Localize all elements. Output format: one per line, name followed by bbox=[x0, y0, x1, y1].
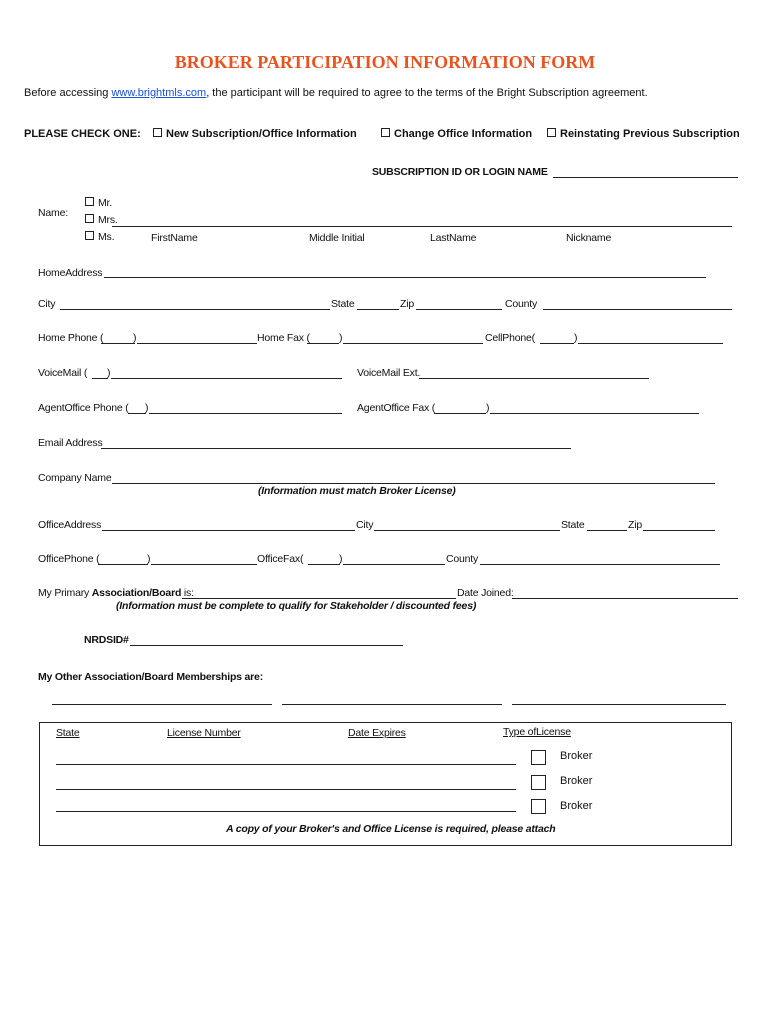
option-new-subscription[interactable] bbox=[153, 128, 357, 140]
email-line[interactable] bbox=[101, 448, 571, 449]
subscription-id-label: SUBSCRIPTION ID OR LOGIN NAME bbox=[372, 166, 548, 178]
office-fax-paren: ) bbox=[339, 553, 343, 565]
office-county-label: County bbox=[446, 553, 479, 565]
other-membership-line-3[interactable] bbox=[512, 704, 726, 705]
checkbox-ms[interactable] bbox=[85, 231, 94, 240]
name-line[interactable] bbox=[112, 226, 732, 227]
name-col-middle: Middle Initial bbox=[309, 232, 365, 244]
name-col-nickname: Nickname bbox=[566, 232, 612, 244]
license-header-number: License Number bbox=[167, 727, 241, 739]
intro-after: , the participant will be required to agree to the terms of the Bright Subscription agreement. bbox=[206, 87, 648, 99]
state-line[interactable] bbox=[357, 309, 399, 310]
title-mrs[interactable] bbox=[85, 214, 118, 226]
checkbox-change-office[interactable] bbox=[381, 128, 390, 137]
checkbox-reinstating[interactable] bbox=[547, 128, 556, 137]
agent-office-fax-area-line[interactable] bbox=[434, 413, 486, 414]
license-header-type: Type ofLicense bbox=[503, 726, 571, 738]
broker-checkbox-3[interactable] bbox=[531, 799, 546, 814]
office-state-line[interactable] bbox=[587, 530, 627, 531]
voice-mail-line[interactable] bbox=[111, 378, 342, 379]
intro-before: Before accessing bbox=[24, 87, 112, 99]
office-phone-paren: ) bbox=[147, 553, 151, 565]
company-note: (Information must match Broker License) bbox=[258, 485, 456, 497]
city-line[interactable] bbox=[60, 309, 330, 310]
nrds-id-line[interactable] bbox=[130, 645, 403, 646]
title-mr[interactable] bbox=[85, 197, 112, 209]
cell-phone-area-line[interactable] bbox=[540, 343, 574, 344]
office-zip-label: Zip bbox=[628, 519, 642, 531]
city-label: City bbox=[38, 298, 56, 310]
broker-checkbox-1[interactable] bbox=[531, 750, 546, 765]
association-prefix: My Primary bbox=[38, 587, 92, 599]
date-joined-label: Date Joined: bbox=[457, 587, 514, 599]
name-label: Name: bbox=[38, 207, 68, 219]
voice-mail-paren: ) bbox=[107, 367, 111, 379]
agent-office-phone-area-line[interactable] bbox=[128, 413, 146, 414]
form-title: BROKER PARTICIPATION INFORMATION FORM bbox=[174, 52, 596, 72]
cell-phone-line[interactable] bbox=[578, 343, 723, 344]
license-row-line-1[interactable] bbox=[56, 764, 516, 765]
office-zip-line[interactable] bbox=[643, 530, 715, 531]
home-phone-label: Home Phone ( bbox=[38, 332, 104, 344]
option-change-office-label: Change Office Information bbox=[394, 128, 533, 140]
title-ms[interactable] bbox=[85, 231, 114, 243]
office-fax-area-line[interactable] bbox=[308, 564, 340, 565]
other-membership-line-2[interactable] bbox=[282, 704, 502, 705]
office-phone-area-line[interactable] bbox=[98, 564, 148, 565]
other-membership-line-1[interactable] bbox=[52, 704, 272, 705]
association-suffix: is: bbox=[181, 587, 194, 599]
zip-line[interactable] bbox=[416, 309, 502, 310]
office-fax-label: OfficeFax( bbox=[257, 553, 304, 565]
broker-checkbox-2[interactable] bbox=[531, 775, 546, 790]
license-footer-note: A copy of your Broker's and Office License is required, please attach bbox=[226, 823, 556, 835]
home-fax-line[interactable] bbox=[343, 343, 483, 344]
option-reinstating[interactable] bbox=[547, 128, 740, 140]
title-mrs-label: Mrs. bbox=[98, 214, 118, 226]
home-phone-area-line[interactable] bbox=[101, 343, 135, 344]
voice-mail-area-line[interactable] bbox=[92, 378, 108, 379]
subscription-id-line[interactable] bbox=[553, 177, 738, 178]
option-reinstating-label: Reinstating Previous Subscription bbox=[560, 128, 740, 140]
cell-phone-paren: ) bbox=[574, 332, 578, 344]
name-col-last: LastName bbox=[430, 232, 477, 244]
voice-mail-ext-line[interactable] bbox=[419, 378, 649, 379]
office-fax-line[interactable] bbox=[343, 564, 445, 565]
agent-office-phone-label: AgentOffice Phone ( bbox=[38, 402, 129, 414]
county-line[interactable] bbox=[543, 309, 732, 310]
office-address-line[interactable] bbox=[102, 530, 355, 531]
home-fax-label: Home Fax ( bbox=[257, 332, 310, 344]
home-phone-paren: ) bbox=[133, 332, 137, 344]
home-phone-line[interactable] bbox=[137, 343, 257, 344]
home-address-label: HomeAddress bbox=[38, 267, 103, 279]
state-label: State bbox=[331, 298, 355, 310]
cell-phone-label: CellPhone( bbox=[485, 332, 535, 344]
company-name-label: Company Name bbox=[38, 472, 112, 484]
voice-mail-ext-label: VoiceMail Ext. bbox=[357, 367, 421, 379]
association-bold: Association/Board bbox=[91, 587, 182, 599]
license-header-expires: Date Expires bbox=[348, 727, 406, 739]
title-ms-label: Ms. bbox=[98, 231, 115, 243]
agent-office-phone-paren: ) bbox=[145, 402, 149, 414]
checkbox-mrs[interactable] bbox=[85, 214, 94, 223]
office-city-label: City bbox=[356, 519, 374, 531]
office-address-label: OfficeAddress bbox=[38, 519, 102, 531]
office-phone-line[interactable] bbox=[151, 564, 257, 565]
office-phone-label: OfficePhone ( bbox=[38, 553, 100, 565]
license-row-line-3[interactable] bbox=[56, 811, 516, 812]
agent-office-fax-paren: ) bbox=[486, 402, 490, 414]
association-note: (Information must be complete to qualify for Stakeholder / discounted fees) bbox=[116, 600, 477, 612]
license-row-line-2[interactable] bbox=[56, 789, 516, 790]
primary-association-label bbox=[38, 587, 194, 599]
county-label: County bbox=[505, 298, 538, 310]
title-mr-label: Mr. bbox=[98, 197, 112, 209]
office-county-line[interactable] bbox=[480, 564, 720, 565]
home-address-line[interactable] bbox=[104, 277, 706, 278]
broker-label-2: Broker bbox=[560, 775, 593, 787]
license-header-state: State bbox=[56, 727, 80, 739]
nrds-id-label: NRDSID# bbox=[84, 634, 129, 646]
email-label: Email Address bbox=[38, 437, 103, 449]
broker-label-3: Broker bbox=[560, 800, 593, 812]
zip-label: Zip bbox=[400, 298, 414, 310]
option-new-subscription-label: New Subscription/Office Information bbox=[166, 128, 357, 140]
date-joined-line[interactable] bbox=[512, 598, 738, 599]
home-fax-area-line[interactable] bbox=[307, 343, 339, 344]
checkbox-new-subscription[interactable] bbox=[153, 128, 162, 137]
primary-association-line[interactable] bbox=[182, 598, 456, 599]
office-city-line[interactable] bbox=[374, 530, 560, 531]
company-name-line[interactable] bbox=[112, 483, 715, 484]
intro-text bbox=[24, 87, 648, 99]
name-col-first: FirstName bbox=[151, 232, 198, 244]
agent-office-fax-line[interactable] bbox=[490, 413, 699, 414]
broker-label-1: Broker bbox=[560, 750, 593, 762]
home-fax-paren: ) bbox=[339, 332, 343, 344]
office-state-label: State bbox=[561, 519, 585, 531]
option-change-office[interactable] bbox=[381, 128, 532, 140]
voice-mail-label: VoiceMail ( bbox=[38, 367, 88, 379]
other-memberships-label: My Other Association/Board Memberships are: bbox=[38, 671, 263, 683]
checkbox-mr[interactable] bbox=[85, 197, 94, 206]
brightmls-link[interactable]: www.brightmls.com bbox=[111, 87, 207, 99]
agent-office-fax-label: AgentOffice Fax ( bbox=[357, 402, 436, 414]
agent-office-phone-line[interactable] bbox=[149, 413, 342, 414]
check-one-label: PLEASE CHECK ONE: bbox=[24, 128, 141, 140]
